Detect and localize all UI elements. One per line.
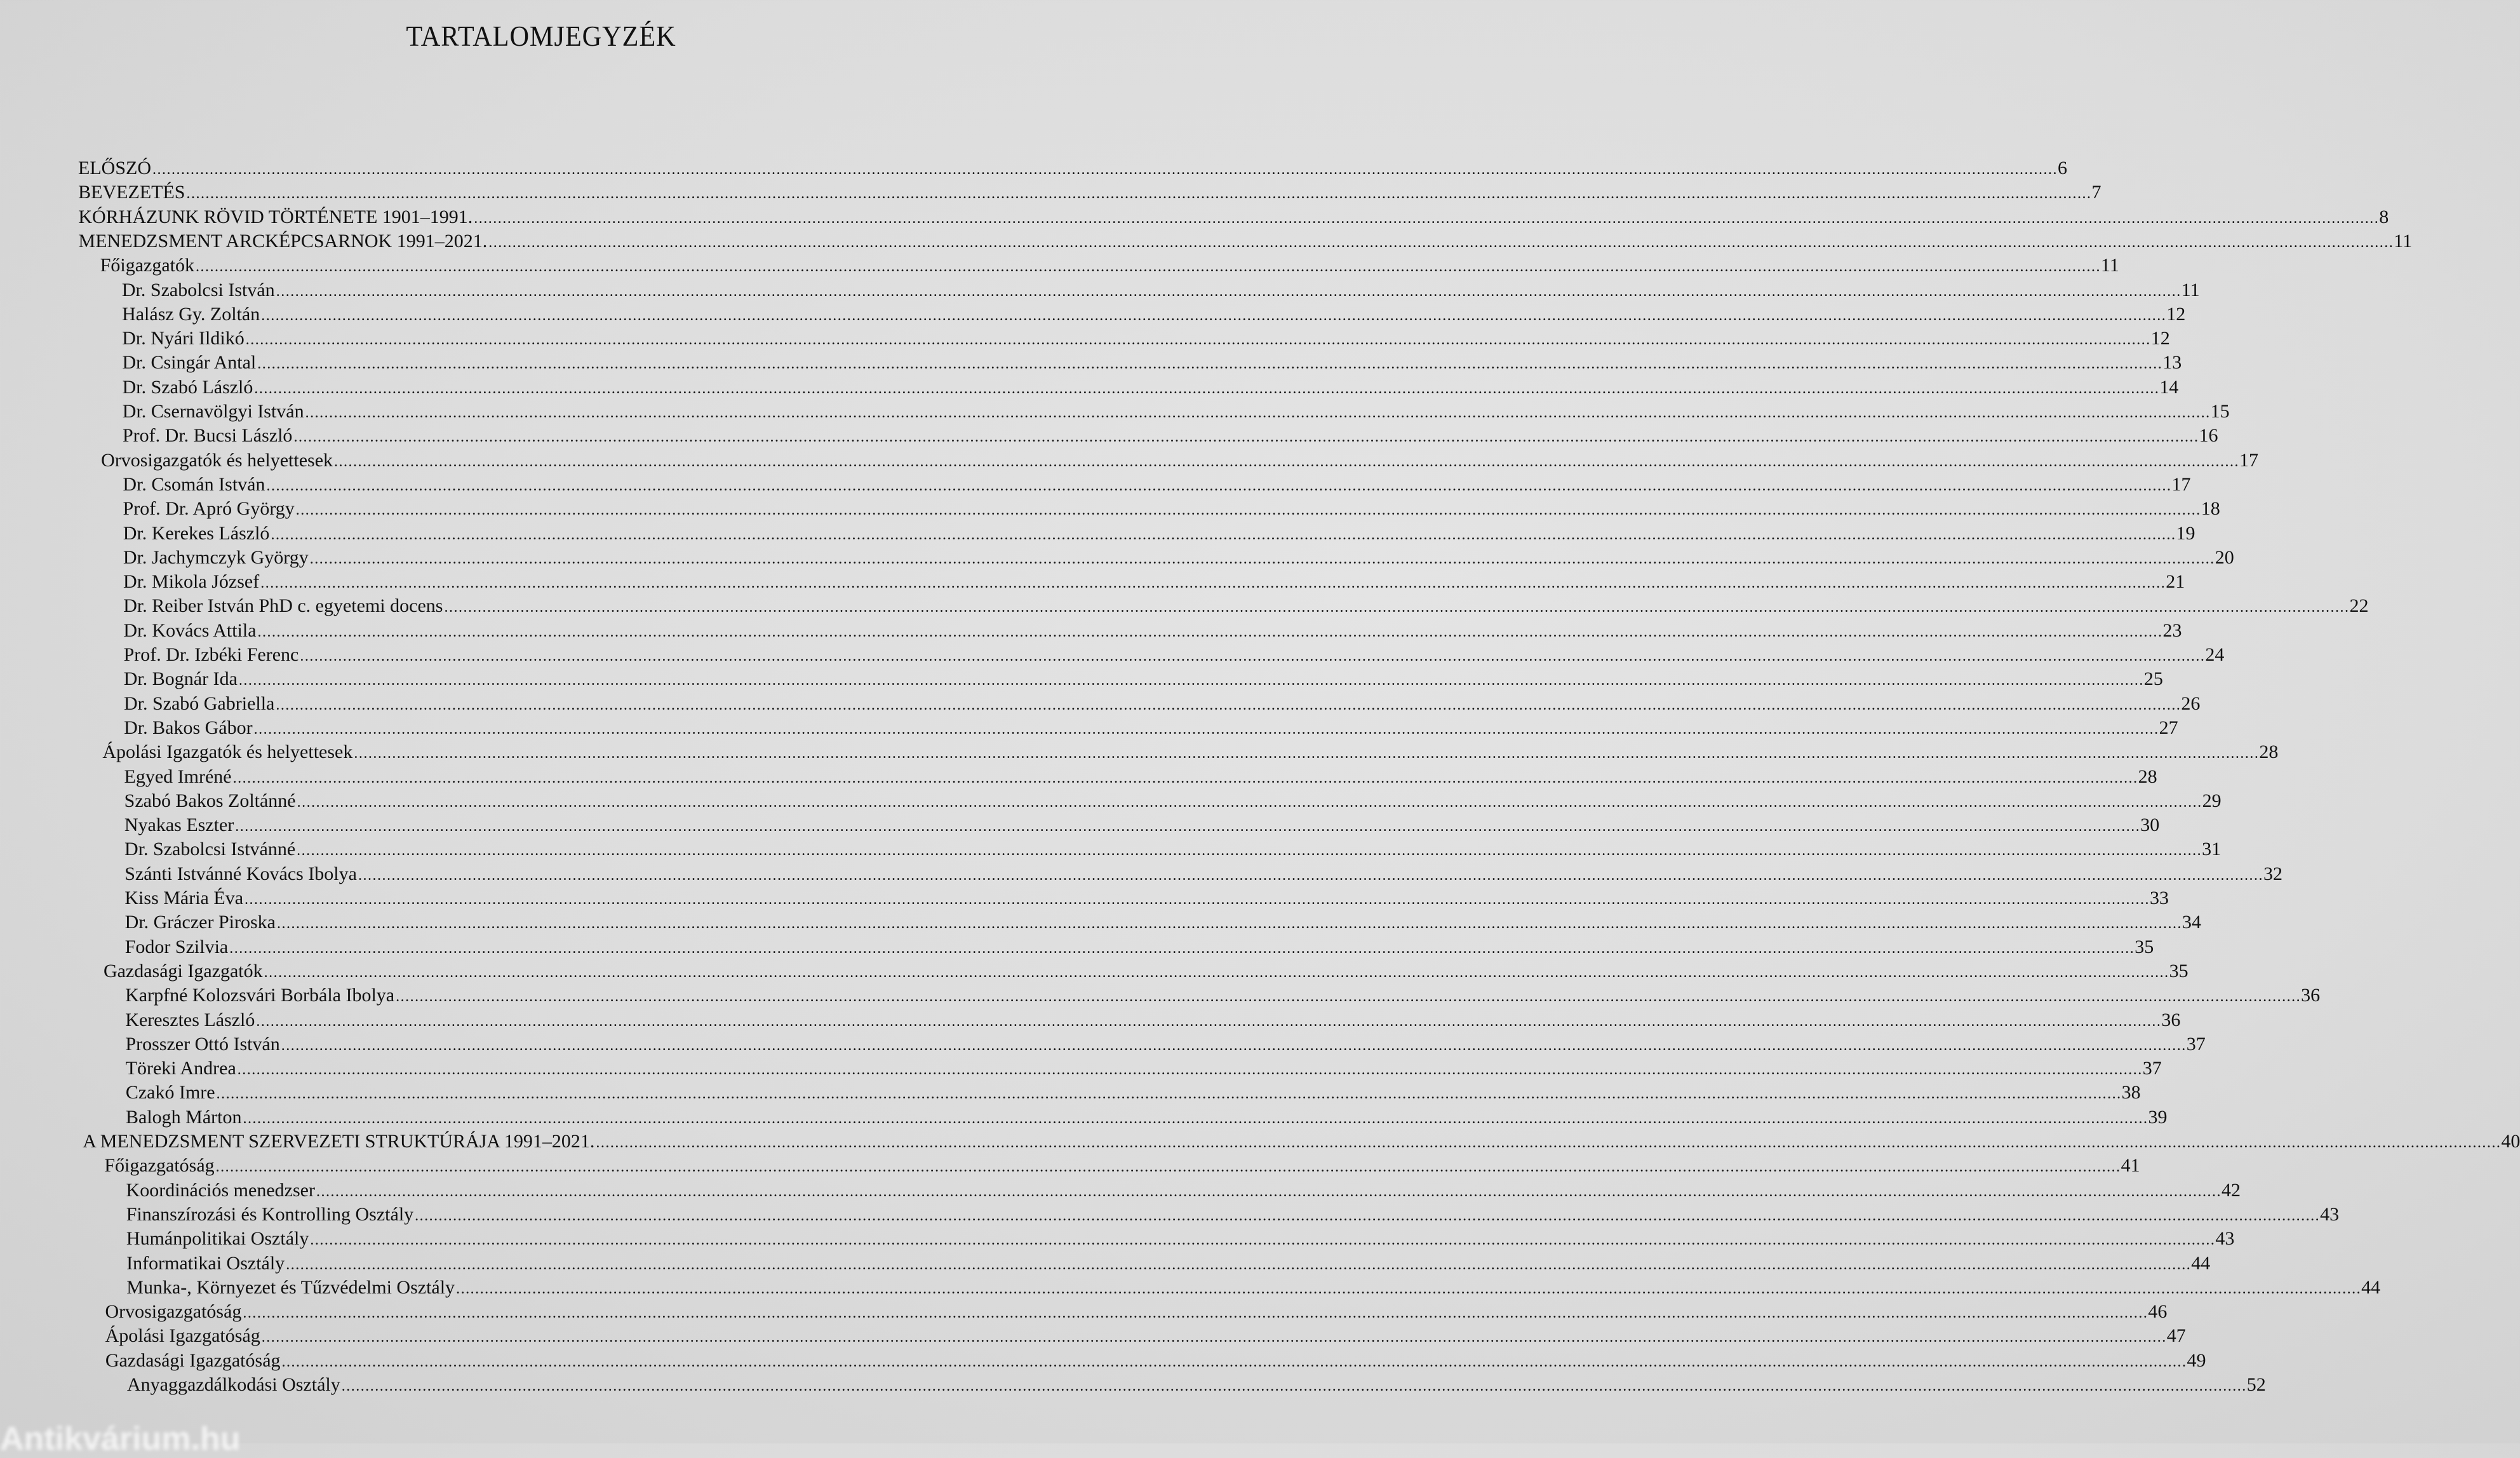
page-title: TARTALOMJEGYZÉK bbox=[406, 20, 676, 52]
toc-entry-page: 38 bbox=[2121, 1082, 2141, 1104]
toc-entry bbox=[125, 1079, 2141, 1104]
toc-entry-page: 16 bbox=[2199, 425, 2218, 447]
toc-entry-title: Dr. Szabolcsi István bbox=[121, 279, 275, 300]
dot-leader: ................................................................................................................................................................................................................................................................................................................................................................................................................ bbox=[257, 356, 2163, 373]
toc-entry-title: Dr. Szabó Gabriella bbox=[123, 692, 275, 714]
dot-leader: ................................................................................................................................................................................................................................................................................................................................................................................................................ bbox=[243, 1305, 2148, 1322]
toc-entry-page: 15 bbox=[2210, 401, 2230, 422]
toc-entry-page: 11 bbox=[2181, 279, 2200, 300]
toc-entry-page: 13 bbox=[2162, 352, 2182, 374]
toc-entry-title: Szabó Bakos Zoltánné bbox=[124, 790, 296, 811]
dot-leader: ................................................................................................................................................................................................................................................................................................................................................................................................................ bbox=[281, 1353, 2187, 1370]
toc-entry-page: 11 bbox=[2101, 255, 2119, 276]
toc-entry-page: 19 bbox=[2176, 522, 2195, 544]
dot-leader: ................................................................................................................................................................................................................................................................................................................................................................................................................ bbox=[281, 1037, 2187, 1054]
dot-leader: ................................................................................................................................................................................................................................................................................................................................................................................................................ bbox=[488, 234, 2394, 251]
toc-entry-page: 20 bbox=[2215, 546, 2234, 568]
dot-leader: ................................................................................................................................................................................................................................................................................................................................................................................................................ bbox=[334, 453, 2240, 470]
toc-entry-page: 7 bbox=[2091, 182, 2101, 203]
toc-entry-title: Gazdasági Igazgatóság bbox=[105, 1349, 281, 1371]
toc-entry-page: 36 bbox=[2161, 1009, 2181, 1030]
toc-entry bbox=[125, 1007, 2181, 1031]
toc-entry bbox=[122, 398, 2230, 422]
toc-entry-title: Kiss Mária Éva bbox=[124, 888, 244, 908]
dot-leader: ................................................................................................................................................................................................................................................................................................................................................................................................................ bbox=[196, 259, 2101, 276]
toc-entry-title: KÓRHÁZUNK RÖVID TÖRTÉNETE 1901–1991. bbox=[78, 206, 473, 227]
toc-entry-page: 40 bbox=[2501, 1131, 2520, 1152]
toc-entry-title: Dr. Jachymczyk György bbox=[123, 546, 309, 568]
toc-entry bbox=[124, 812, 2160, 836]
toc-entry bbox=[100, 252, 2119, 276]
toc-entry bbox=[78, 155, 2067, 179]
toc-entry bbox=[123, 544, 2234, 569]
toc-entry bbox=[125, 1031, 2206, 1055]
toc-entry-title: Töreki Andrea bbox=[125, 1058, 236, 1079]
dot-leader: ................................................................................................................................................................................................................................................................................................................................................................................................................ bbox=[261, 307, 2167, 324]
dot-leader: ................................................................................................................................................................................................................................................................................................................................................................................................................ bbox=[354, 745, 2260, 762]
toc-entry-title: BEVEZETÉS bbox=[78, 182, 185, 203]
toc-entry bbox=[105, 1299, 2168, 1323]
dot-leader: ................................................................................................................................................................................................................................................................................................................................................................................................................ bbox=[277, 915, 2182, 933]
dot-leader: ................................................................................................................................................................................................................................................................................................................................................................................................................ bbox=[293, 429, 2199, 446]
toc-entry bbox=[101, 447, 2259, 471]
dot-leader: ................................................................................................................................................................................................................................................................................................................................................................................................................ bbox=[305, 405, 2211, 421]
toc-entry bbox=[126, 1225, 2235, 1250]
toc-entry bbox=[105, 1323, 2186, 1347]
toc-entry bbox=[124, 836, 2222, 860]
toc-entry bbox=[78, 179, 2101, 203]
toc-entry bbox=[123, 691, 2201, 715]
toc-entry bbox=[123, 618, 2182, 642]
toc-entry-title: Orvosigazgatóság bbox=[105, 1301, 242, 1323]
toc-entry bbox=[126, 1201, 2340, 1225]
toc-entry bbox=[123, 569, 2185, 593]
toc-entry-title: Humánpolitikai Osztály bbox=[126, 1228, 309, 1250]
toc-entry bbox=[126, 1250, 2211, 1274]
dot-leader: ................................................................................................................................................................................................................................................................................................................................................................................................................ bbox=[261, 1329, 2167, 1346]
toc-entry-page: 46 bbox=[2148, 1301, 2168, 1323]
toc-entry-page: 18 bbox=[2201, 498, 2220, 520]
toc-entry-page: 14 bbox=[2159, 376, 2179, 398]
dot-leader: ................................................................................................................................................................................................................................................................................................................................................................................................................ bbox=[243, 1110, 2148, 1127]
dot-leader: ................................................................................................................................................................................................................................................................................................................................................................................................................ bbox=[297, 793, 2202, 811]
toc-entry bbox=[123, 593, 2369, 617]
dot-leader: ................................................................................................................................................................................................................................................................................................................................................................................................................ bbox=[245, 891, 2150, 908]
toc-entry-page: 33 bbox=[2150, 888, 2169, 908]
toc-entry-page: 49 bbox=[2187, 1349, 2206, 1371]
toc-entry-title: Dr. Csomán István bbox=[123, 473, 265, 495]
toc-entry-page: 28 bbox=[2259, 741, 2279, 763]
dot-leader: ................................................................................................................................................................................................................................................................................................................................................................................................................ bbox=[257, 623, 2163, 640]
toc-entry-title: Szánti Istvánné Kovács Ibolya bbox=[124, 863, 357, 884]
toc-entry bbox=[124, 764, 2157, 788]
dot-leader: ................................................................................................................................................................................................................................................................................................................................................................................................................ bbox=[276, 283, 2182, 300]
toc-entry bbox=[121, 277, 2200, 301]
toc-entry bbox=[123, 666, 2163, 690]
toc-entry-title: Ápolási Igazgatóság bbox=[105, 1325, 260, 1347]
toc-entry-page: 39 bbox=[2148, 1106, 2168, 1128]
toc-entry bbox=[124, 861, 2282, 885]
toc-entry bbox=[124, 788, 2222, 812]
toc-entry-title: Keresztes László bbox=[125, 1009, 255, 1030]
toc-entry-page: 17 bbox=[2239, 449, 2259, 471]
toc-entry-title: Dr. Nyári Ildikó bbox=[122, 328, 245, 349]
toc-entry-page: 41 bbox=[2121, 1155, 2140, 1177]
toc-entry-page: 22 bbox=[2349, 595, 2369, 617]
toc-entry-title: Dr. Mikola József bbox=[123, 571, 260, 593]
toc-entry-title: Dr. Gráczer Piroska bbox=[124, 912, 276, 933]
toc-entry-title: Anyaggazdálkodási Osztály bbox=[127, 1374, 340, 1395]
dot-leader: ................................................................................................................................................................................................................................................................................................................................................................................................................ bbox=[295, 502, 2201, 519]
toc-entry-page: 6 bbox=[2058, 158, 2067, 179]
toc-entry bbox=[123, 520, 2195, 544]
dot-leader: ................................................................................................................................................................................................................................................................................................................................................................................................................ bbox=[238, 672, 2144, 689]
toc-entry-page: 43 bbox=[2215, 1228, 2235, 1250]
toc-entry-page: 24 bbox=[2205, 644, 2225, 665]
toc-entry-page: 35 bbox=[2135, 936, 2154, 957]
toc-entry-page: 43 bbox=[2320, 1203, 2340, 1225]
dot-leader: ................................................................................................................................................................................................................................................................................................................................................................................................................ bbox=[266, 477, 2172, 494]
toc-entry-title: Dr. Szabolcsi Istvánné bbox=[124, 839, 296, 860]
toc-entry-page: 32 bbox=[2263, 863, 2282, 884]
dot-leader: ................................................................................................................................................................................................................................................................................................................................................................................................................ bbox=[396, 989, 2302, 1006]
toc-entry-title: Finanszírozási és Kontrolling Osztály bbox=[126, 1203, 414, 1225]
toc-entry-title: Munka-, Környezet és Tűzvédelmi Osztály bbox=[126, 1276, 455, 1298]
toc-entry-title: Balogh Márton bbox=[126, 1106, 242, 1128]
toc-entry-page: 42 bbox=[2221, 1179, 2241, 1201]
toc-entry bbox=[125, 1055, 2162, 1079]
toc-entry-title: Halász Gy. Zoltán bbox=[122, 303, 260, 325]
toc-entry-title: Dr. Csernavölgyi István bbox=[122, 401, 304, 422]
toc-entry-page: 17 bbox=[2171, 473, 2191, 495]
toc-entry bbox=[83, 1128, 2520, 1152]
toc-entry-title: Fodor Szilvia bbox=[124, 936, 229, 957]
dot-leader: ................................................................................................................................................................................................................................................................................................................................................................................................................ bbox=[456, 1280, 2362, 1297]
toc-entry-page: 34 bbox=[2182, 912, 2201, 933]
toc-entry-title: Egyed Imréné bbox=[124, 766, 232, 787]
dot-leader: ................................................................................................................................................................................................................................................................................................................................................................................................................ bbox=[254, 380, 2160, 397]
toc-entry bbox=[123, 496, 2220, 520]
toc-entry bbox=[126, 1274, 2381, 1299]
toc-entry-title: Dr. Szabó László bbox=[122, 376, 253, 398]
toc-entry-title: Ápolási Igazgatók és helyettesek bbox=[102, 741, 353, 763]
dot-leader: ................................................................................................................................................................................................................................................................................................................................................................................................................ bbox=[152, 161, 2058, 178]
dot-leader: ................................................................................................................................................................................................................................................................................................................................................................................................................ bbox=[474, 210, 2380, 227]
toc-entry bbox=[124, 715, 2178, 739]
dot-leader: ................................................................................................................................................................................................................................................................................................................................................................................................................ bbox=[309, 550, 2215, 567]
toc-entry-title: Karpfné Kolozsvári Borbála Ibolya bbox=[125, 985, 395, 1006]
toc-entry-page: 29 bbox=[2202, 790, 2222, 811]
toc-entry bbox=[123, 471, 2191, 496]
toc-entry-title: Prof. Dr. Bucsi László bbox=[122, 425, 293, 447]
dot-leader: ................................................................................................................................................................................................................................................................................................................................................................................................................ bbox=[271, 526, 2176, 543]
toc-entry bbox=[104, 1152, 2140, 1177]
toc-entry bbox=[122, 325, 2170, 349]
toc-entry bbox=[125, 982, 2321, 1006]
toc-entry bbox=[103, 958, 2188, 982]
toc-entry-title: A MENEDZSMENT SZERVEZETI STRUKTÚRÁJA 1991–2021. bbox=[83, 1131, 595, 1152]
dot-leader: ................................................................................................................................................................................................................................................................................................................................................................................................................ bbox=[256, 1013, 2162, 1030]
toc-entry-page: 27 bbox=[2159, 717, 2178, 738]
dot-leader: ................................................................................................................................................................................................................................................................................................................................................................................................................ bbox=[260, 575, 2166, 592]
dot-leader: ................................................................................................................................................................................................................................................................................................................................................................................................................ bbox=[232, 769, 2138, 786]
toc-entry bbox=[126, 1177, 2241, 1201]
toc-entry-page: 30 bbox=[2140, 814, 2160, 836]
toc-entry-page: 21 bbox=[2166, 571, 2185, 593]
toc-entry-page: 36 bbox=[2301, 985, 2321, 1006]
dot-leader: ................................................................................................................................................................................................................................................................................................................................................................................................................ bbox=[358, 867, 2263, 884]
toc-entry-page: 12 bbox=[2150, 328, 2170, 349]
toc-entry bbox=[126, 1104, 2168, 1128]
toc-entry-title: Czakó Imre bbox=[125, 1082, 215, 1104]
toc-entry bbox=[123, 642, 2225, 666]
dot-leader: ................................................................................................................................................................................................................................................................................................................................................................................................................ bbox=[341, 1378, 2247, 1394]
dot-leader: ................................................................................................................................................................................................................................................................................................................................................................................................................ bbox=[186, 186, 2092, 203]
toc-entry-title: Prosszer Ottó István bbox=[125, 1033, 280, 1055]
toc-entry-title: Orvosigazgatók és helyettesek bbox=[101, 449, 333, 471]
toc-entry-page: 26 bbox=[2181, 692, 2201, 714]
toc-entry-title: Dr. Csingár Antal bbox=[122, 352, 257, 374]
toc-entry-page: 37 bbox=[2186, 1033, 2206, 1055]
toc-entry-page: 31 bbox=[2202, 839, 2222, 860]
toc-entry-page: 23 bbox=[2162, 619, 2182, 641]
dot-leader: ................................................................................................................................................................................................................................................................................................................................................................................................................ bbox=[229, 940, 2135, 957]
dot-leader: ................................................................................................................................................................................................................................................................................................................................................................................................................ bbox=[316, 1183, 2222, 1200]
toc-entry bbox=[122, 422, 2218, 447]
dot-leader: ................................................................................................................................................................................................................................................................................................................................................................................................................ bbox=[596, 1135, 2502, 1151]
toc-entry-page: 44 bbox=[2191, 1252, 2211, 1274]
toc-entry bbox=[124, 885, 2169, 909]
toc-entry-title: Dr. Kovács Attila bbox=[123, 619, 257, 641]
toc-entry-page: 28 bbox=[2138, 766, 2157, 787]
dot-leader: ................................................................................................................................................................................................................................................................................................................................................................................................................ bbox=[286, 1256, 2192, 1273]
toc-entry-page: 52 bbox=[2246, 1374, 2266, 1395]
toc-entry bbox=[124, 934, 2154, 958]
dot-leader: ................................................................................................................................................................................................................................................................................................................................................................................................................ bbox=[276, 696, 2182, 713]
dot-leader: ................................................................................................................................................................................................................................................................................................................................................................................................................ bbox=[235, 818, 2141, 835]
toc-entry bbox=[78, 228, 2413, 252]
toc-entry-title: Informatikai Osztály bbox=[126, 1252, 285, 1274]
toc-entry-title: MENEDZSMENT ARCKÉPCSARNOK 1991–2021. bbox=[78, 230, 488, 252]
dot-leader: ................................................................................................................................................................................................................................................................................................................................................................................................................ bbox=[300, 648, 2206, 665]
toc-entry-page: 47 bbox=[2166, 1325, 2186, 1347]
toc-entry bbox=[122, 374, 2179, 398]
toc-entry-page: 25 bbox=[2143, 668, 2163, 690]
toc-entry-page: 12 bbox=[2166, 303, 2186, 325]
toc-entry-page: 35 bbox=[2169, 960, 2188, 982]
toc-entry-title: Főigazgatóság bbox=[104, 1155, 215, 1177]
toc-entry-page: 8 bbox=[2379, 206, 2389, 227]
toc-entry-title: ELŐSZÓ bbox=[78, 158, 151, 179]
toc-entry-title: Gazdasági Igazgatók bbox=[103, 960, 263, 982]
dot-leader: ................................................................................................................................................................................................................................................................................................................................................................................................................ bbox=[245, 332, 2151, 349]
toc-entry bbox=[122, 349, 2182, 374]
dot-leader: ................................................................................................................................................................................................................................................................................................................................................................................................................ bbox=[310, 1232, 2216, 1249]
toc-entry-page: 11 bbox=[2394, 230, 2413, 252]
toc-entry-title: Nyakas Eszter bbox=[124, 814, 234, 836]
toc-entry-title: Dr. Kerekes László bbox=[123, 522, 270, 544]
toc-entry-title: Főigazgatók bbox=[100, 255, 195, 276]
toc-entry-title: Dr. Bakos Gábor bbox=[124, 717, 253, 738]
dot-leader: ................................................................................................................................................................................................................................................................................................................................................................................................................ bbox=[264, 964, 2169, 981]
toc-entry-title: Dr. Bognár Ida bbox=[123, 668, 238, 690]
toc-entry bbox=[122, 301, 2186, 325]
dot-leader: ................................................................................................................................................................................................................................................................................................................................................................................................................ bbox=[215, 1159, 2121, 1176]
toc-entry-title: Dr. Reiber István PhD c. egyetemi docens bbox=[123, 595, 443, 617]
toc-entry bbox=[124, 909, 2201, 933]
toc-entry bbox=[105, 1347, 2206, 1372]
toc-entry-title: Prof. Dr. Apró György bbox=[123, 498, 295, 520]
toc-entry-page: 44 bbox=[2361, 1276, 2381, 1298]
toc-entry-title: Koordinációs menedzser bbox=[126, 1179, 315, 1201]
dot-leader: ................................................................................................................................................................................................................................................................................................................................................................................................................ bbox=[216, 1086, 2122, 1103]
dot-leader: ................................................................................................................................................................................................................................................................................................................................................................................................................ bbox=[444, 599, 2350, 616]
dot-leader: ................................................................................................................................................................................................................................................................................................................................................................................................................ bbox=[237, 1062, 2143, 1079]
watermark: Antikvárium.hu bbox=[0, 1421, 241, 1457]
toc-entry bbox=[127, 1372, 2266, 1396]
dot-leader: ................................................................................................................................................................................................................................................................................................................................................................................................................ bbox=[253, 720, 2159, 738]
toc-entry bbox=[78, 204, 2389, 228]
toc-entry bbox=[102, 739, 2279, 763]
toc-entry-page: 37 bbox=[2142, 1058, 2162, 1079]
dot-leader: ................................................................................................................................................................................................................................................................................................................................................................................................................ bbox=[297, 842, 2202, 860]
dot-leader: ................................................................................................................................................................................................................................................................................................................................................................................................................ bbox=[415, 1207, 2321, 1224]
toc-entry-title: Prof. Dr. Izbéki Ferenc bbox=[123, 644, 299, 665]
